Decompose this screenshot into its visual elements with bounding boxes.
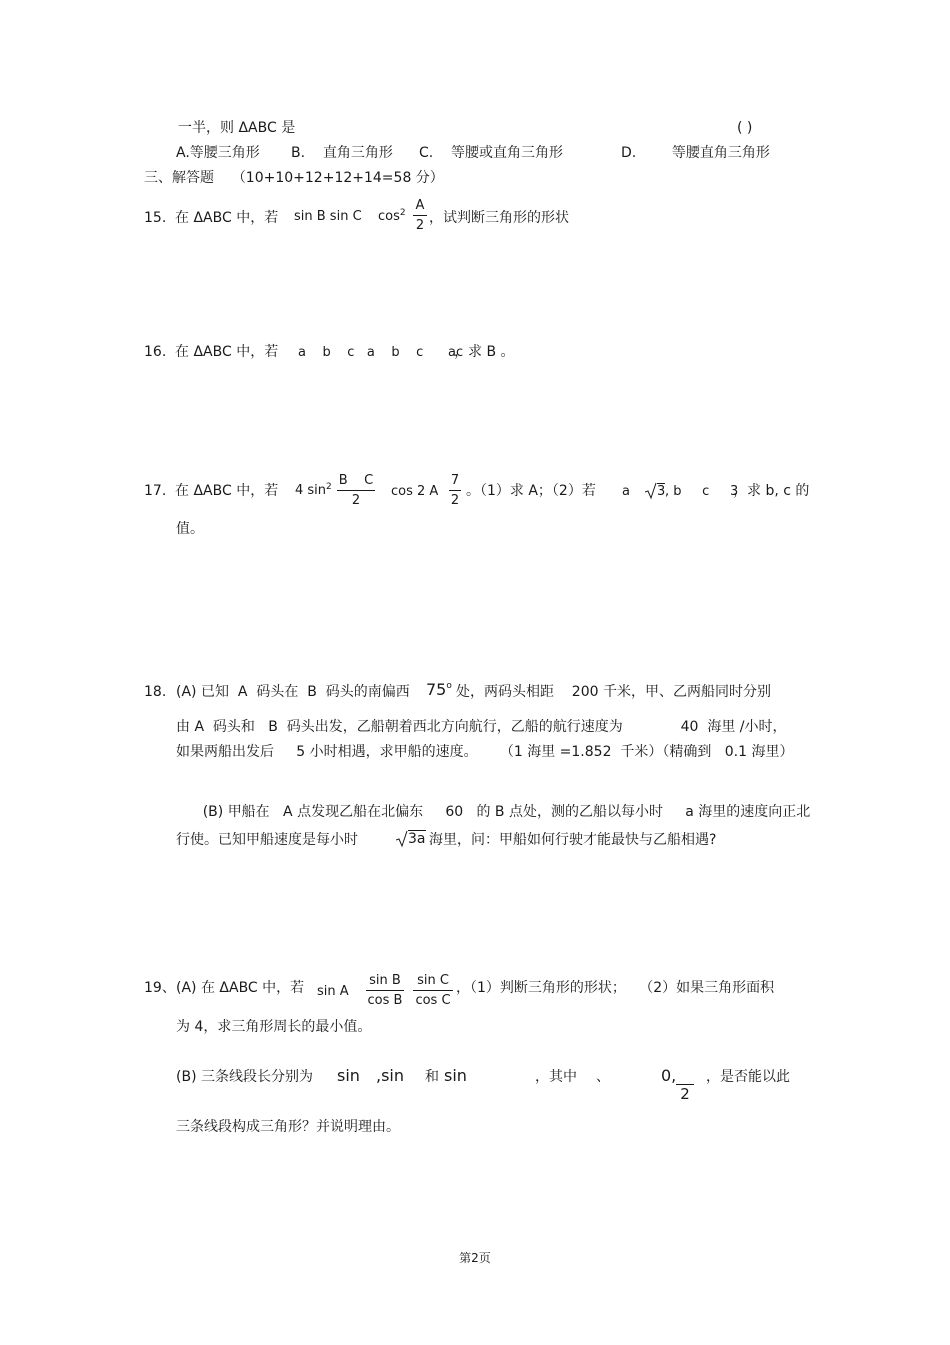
section-points: （10+10+12+12+14=58 分） xyxy=(231,170,444,186)
option-text: 等腰直角三角形 xyxy=(671,145,770,161)
q14-option-a xyxy=(176,144,260,162)
q19-a-post: ，（1）判断三角形的形状； （2）如果三角形面积 xyxy=(456,980,775,996)
q19-b-line2: 三条线段构成三角形？并说明理由。 xyxy=(176,1119,400,1135)
q17-cond-rest: , b c 3 xyxy=(665,484,739,499)
q19-sin-1: sin xyxy=(337,1066,360,1085)
option-text: 直角三角形 xyxy=(322,145,393,161)
fraction-bar xyxy=(366,990,404,991)
section-title: 三、解答题 xyxy=(144,170,214,186)
q15-fraction xyxy=(413,197,427,234)
q14-tail-text: 一半，则 ΔABC 是 xyxy=(178,120,296,136)
q15-pre: 在 ΔABC 中，若 xyxy=(175,210,279,226)
q17-fraction-bc xyxy=(337,472,375,509)
option-text: 等腰或直角三角形 xyxy=(451,145,564,161)
q16-post: ，求 B 。 xyxy=(454,344,515,360)
question-number: 19、 xyxy=(144,980,176,996)
q17-tail: ，求 b, c 的 xyxy=(733,483,810,499)
q17-coef: 4 $\sin^2$ xyxy=(295,482,332,498)
fraction-bar xyxy=(337,490,375,491)
q18-a-line1-post: 处，两码头相距 200 千米，甲、乙两船同时分别 xyxy=(456,684,771,700)
denominator: cos B xyxy=(367,993,403,1008)
option-text: 等腰三角形 xyxy=(189,145,260,161)
question-number: 16. xyxy=(144,344,167,360)
section-heading xyxy=(144,169,444,187)
numerator: A xyxy=(415,198,425,213)
page-number: 第2页 xyxy=(459,1251,491,1265)
q18-a-line3: 如果两船出发后 5 小时相遇，求甲船的速度。 （1 海里 =1.852 千米）（精确到 0.1 海里） xyxy=(176,744,794,760)
fraction-bar xyxy=(413,215,427,216)
q15-expr: sin B sin C xyxy=(294,209,362,224)
option-letter: D. xyxy=(621,145,637,161)
q17-cos-term: cos 2 A xyxy=(391,484,439,499)
q19-a-line2: 为 4，求三角形周长的最小值。 xyxy=(176,1019,372,1035)
q19-sin-a: sin A xyxy=(317,984,349,999)
q15-post: ，试判断三角形的形状 xyxy=(429,210,569,226)
q19-interval-fraction xyxy=(676,1066,694,1103)
q18-a-line1: (A) 已知 A 码头在 B 码头的南偏西 xyxy=(176,684,410,700)
numerator: sin B xyxy=(369,973,401,988)
sqrt-sign-icon xyxy=(645,482,657,500)
question-number: 15. xyxy=(144,210,167,226)
q17-sqrt: 3 xyxy=(645,482,665,501)
part-label: (A) xyxy=(176,684,197,700)
fraction-bar xyxy=(413,990,453,991)
q14-option-c xyxy=(419,144,563,162)
q17-pre: 在 ΔABC 中，若 xyxy=(175,483,279,499)
q17-line2: 值。 xyxy=(176,521,204,537)
q18-b-line2-post: 海里，问：甲船如何行驶才能最快与乙船相遇? xyxy=(429,832,717,848)
part-label: (B) xyxy=(176,1069,197,1085)
q19-b-pre: (B) 三条线段长分别为 xyxy=(176,1069,313,1085)
q14-option-b xyxy=(291,144,393,162)
denominator: 2 xyxy=(450,493,460,508)
q14-answer-paren: ( ) xyxy=(737,120,753,136)
q19-qizhong: ，其中 xyxy=(535,1069,577,1085)
q14-option-d xyxy=(621,144,770,162)
numerator xyxy=(676,1066,694,1083)
q18-a-line2: 由 A 码头和 B 码头出发，乙船朝着西北方向航行，乙船的航行速度为 40 海里 /小时， xyxy=(176,719,787,735)
denominator: 2 xyxy=(680,1085,690,1103)
q19-fraction-b xyxy=(366,972,404,1009)
part-label: (A) xyxy=(176,980,197,996)
denominator: 2 xyxy=(351,493,361,508)
sqrt-sign-icon xyxy=(396,830,408,848)
q16-pre: 在 ΔABC 中，若 xyxy=(175,344,279,360)
numerator: sin C xyxy=(417,973,449,988)
q15-cos: $\cos^2$ xyxy=(378,208,406,224)
q17-fraction-seven-half xyxy=(449,472,461,509)
q19-sin-2: ,sin xyxy=(376,1066,405,1085)
denominator: 2 xyxy=(415,218,425,233)
q19-dun: 、 xyxy=(596,1069,610,1085)
option-letter: A. xyxy=(176,145,190,161)
option-letter: B. xyxy=(291,145,306,161)
q17-cond-a: a xyxy=(622,484,630,499)
exponent: 2 xyxy=(326,482,332,492)
question-number: 17. xyxy=(144,483,167,499)
fraction-bar xyxy=(449,490,461,491)
q18-b-line2-pre: 行使。已知甲船速度是每小时 xyxy=(176,832,358,848)
q17-mid: 。（1）求 A；（2）若 xyxy=(466,483,596,499)
q16-expr: a b c a b c ac xyxy=(298,345,464,360)
q19-interval-left: 0, xyxy=(661,1066,677,1085)
q19-a-pre: (A) 在 ΔABC 中，若 xyxy=(176,980,305,996)
q19-b-post: ，是否能以此 xyxy=(706,1069,790,1085)
exponent: 2 xyxy=(399,208,406,218)
q19-fraction-c xyxy=(413,972,453,1009)
q19-sin-3: sin xyxy=(444,1066,467,1085)
denominator: cos C xyxy=(415,993,451,1008)
q18-b-sqrt: 3a xyxy=(396,830,426,848)
q19-he: 和 xyxy=(425,1069,439,1085)
numerator: 7 xyxy=(450,473,460,488)
part-label: (B) xyxy=(202,804,224,820)
question-number: 18. xyxy=(144,684,167,700)
numerator: B C xyxy=(338,473,374,488)
q18-b-line1: (B) 甲船在 A 点发现乙船在北偏东 60 的 B 点处，测的乙船以每小时 a 海里的速度向正北 xyxy=(202,804,811,820)
q18-angle: 75$^o$ xyxy=(426,680,452,699)
option-letter: C. xyxy=(419,145,434,161)
